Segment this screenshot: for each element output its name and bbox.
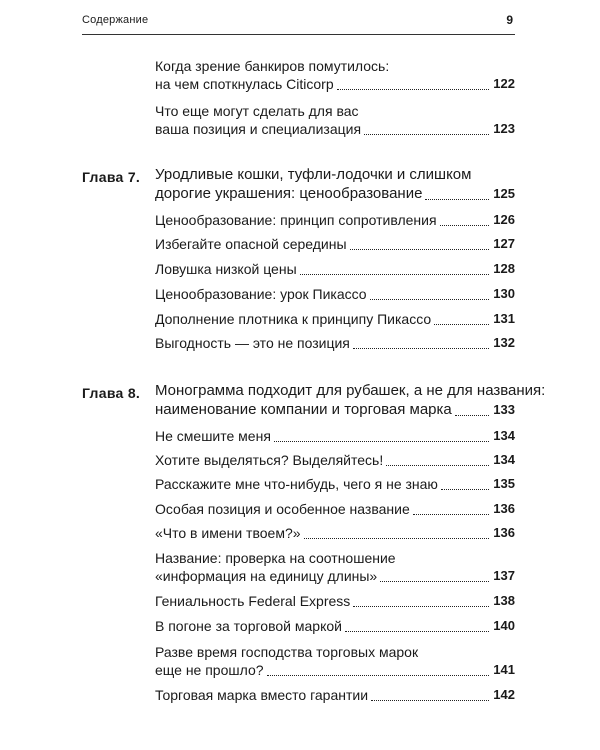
dot-leader <box>267 675 490 676</box>
toc-entry[interactable] <box>155 102 515 138</box>
chapter-title-last-line: наименование компании и торговая марка <box>155 400 452 418</box>
toc-entry-title: Выгодность — это не позиция <box>155 335 350 351</box>
toc-entry-title: Ценообразование: принцип сопротивления <box>155 212 437 228</box>
toc-entry-title: Дополнение плотника к принципу Пикассо <box>155 311 432 327</box>
toc-page-number: 132 <box>493 335 515 350</box>
dot-leader <box>440 225 490 226</box>
dot-leader <box>413 514 490 515</box>
toc-entry-title: Не смешите меня <box>155 428 271 444</box>
toc-page-number: 125 <box>493 185 515 201</box>
toc-page-number: 136 <box>493 501 515 516</box>
toc-entry-title: В погоне за торговой маркой <box>155 618 342 634</box>
toc-entry[interactable] <box>155 285 515 303</box>
toc-page-number: 128 <box>493 261 515 276</box>
toc-entry[interactable] <box>155 475 515 493</box>
chapter-8-label: Глава 8. <box>82 385 141 401</box>
chapter-7-title[interactable] <box>155 166 515 203</box>
toc-entry-title: Торговая марка вместо гарантии <box>155 687 369 703</box>
dot-leader <box>353 348 489 349</box>
toc-page-number: 142 <box>493 687 515 702</box>
toc-page-number: 127 <box>493 236 515 251</box>
toc-entry[interactable] <box>155 617 515 635</box>
toc-entry[interactable] <box>155 235 515 253</box>
toc-entry-title: Ценообразование: урок Пикассо <box>155 286 367 302</box>
toc-entry-title: Расскажите мне что-нибудь, чего я не знаю <box>155 476 438 492</box>
toc-entry-title-line: Разве время господства торговых марок <box>155 644 419 660</box>
toc-page-number: 138 <box>493 593 515 608</box>
toc-page-number: 133 <box>493 401 515 417</box>
toc-page-number: 134 <box>493 452 515 467</box>
toc-page-number: 137 <box>493 568 515 583</box>
toc-page-number: 134 <box>493 428 515 443</box>
dot-leader <box>425 199 489 200</box>
toc-page-number: 135 <box>493 476 515 491</box>
dot-leader <box>274 441 489 442</box>
toc-entry-title-line: Когда зрение банкиров помутилось: <box>155 58 390 74</box>
dot-leader <box>350 249 490 250</box>
toc-page-number: 136 <box>493 525 515 540</box>
header-rule <box>82 34 515 35</box>
toc-entry-title-line: Название: проверка на соотношение <box>155 550 396 566</box>
toc-entry[interactable] <box>155 211 515 229</box>
chapter-7-label: Глава 7. <box>82 169 141 185</box>
toc-page-number: 122 <box>493 76 515 91</box>
toc-entry-title: на чем споткнулась Citicorp <box>155 76 334 92</box>
dot-leader <box>386 465 489 466</box>
toc-entry[interactable] <box>155 643 515 679</box>
toc-entry[interactable] <box>155 334 515 352</box>
page-header <box>82 14 515 34</box>
toc-entry[interactable] <box>155 524 515 542</box>
dot-leader <box>353 606 489 607</box>
dot-leader <box>441 489 489 490</box>
toc-page-number: 131 <box>493 311 515 326</box>
chapter-title-line: Уродливые кошки, туфли-лодочки и слишком <box>155 166 472 183</box>
toc-entry[interactable] <box>155 57 515 93</box>
toc-entry[interactable] <box>155 451 515 469</box>
toc-entry[interactable] <box>155 500 515 518</box>
toc-entry-title: Особая позиция и особенное название <box>155 501 410 517</box>
dot-leader <box>434 324 489 325</box>
dot-leader <box>304 538 490 539</box>
toc-entry[interactable] <box>155 549 515 585</box>
toc-entry-title: еще не прошло? <box>155 662 264 678</box>
toc-entry[interactable] <box>155 310 515 328</box>
toc-entry-title: Гениальность Federal Express <box>155 593 351 609</box>
running-title: Содержание <box>82 14 149 26</box>
chapter-title-last-line: дорогие украшения: ценообразование <box>155 184 423 202</box>
toc-entry-title: Избегайте опасной середины <box>155 236 347 252</box>
toc-page-number: 126 <box>493 212 515 227</box>
dot-leader <box>345 631 489 632</box>
dot-leader <box>337 89 490 90</box>
toc-entry-title-line: Что еще могут сделать для вас <box>155 103 359 119</box>
dot-leader <box>370 299 490 300</box>
toc-entry-title: «Что в имени твоем?» <box>155 525 301 541</box>
dot-leader <box>364 134 489 135</box>
toc-entry[interactable] <box>155 686 515 704</box>
toc-entry[interactable] <box>155 260 515 278</box>
toc-entry-title: Ловушка низкой цены <box>155 261 297 277</box>
chapter-title-line: Монограмма подходит для рубашек, а не для названия: <box>155 382 546 399</box>
toc-entry-title: Хотите выделяться? Выделяйтесь! <box>155 452 384 468</box>
toc-page-number: 123 <box>493 121 515 136</box>
page-number: 9 <box>506 13 513 27</box>
chapter-8-title[interactable] <box>155 382 546 419</box>
toc-page-number: 141 <box>493 662 515 677</box>
toc-page-number: 130 <box>493 286 515 301</box>
toc-entry-title: «информация на единицу длины» <box>155 568 378 584</box>
toc-entry[interactable] <box>155 427 515 445</box>
toc-entry-title: ваша позиция и специализация <box>155 121 362 137</box>
dot-leader <box>380 581 489 582</box>
toc-entry[interactable] <box>155 592 515 610</box>
dot-leader <box>455 415 490 416</box>
dot-leader <box>300 274 490 275</box>
toc-page-number: 140 <box>493 618 515 633</box>
dot-leader <box>371 700 489 701</box>
